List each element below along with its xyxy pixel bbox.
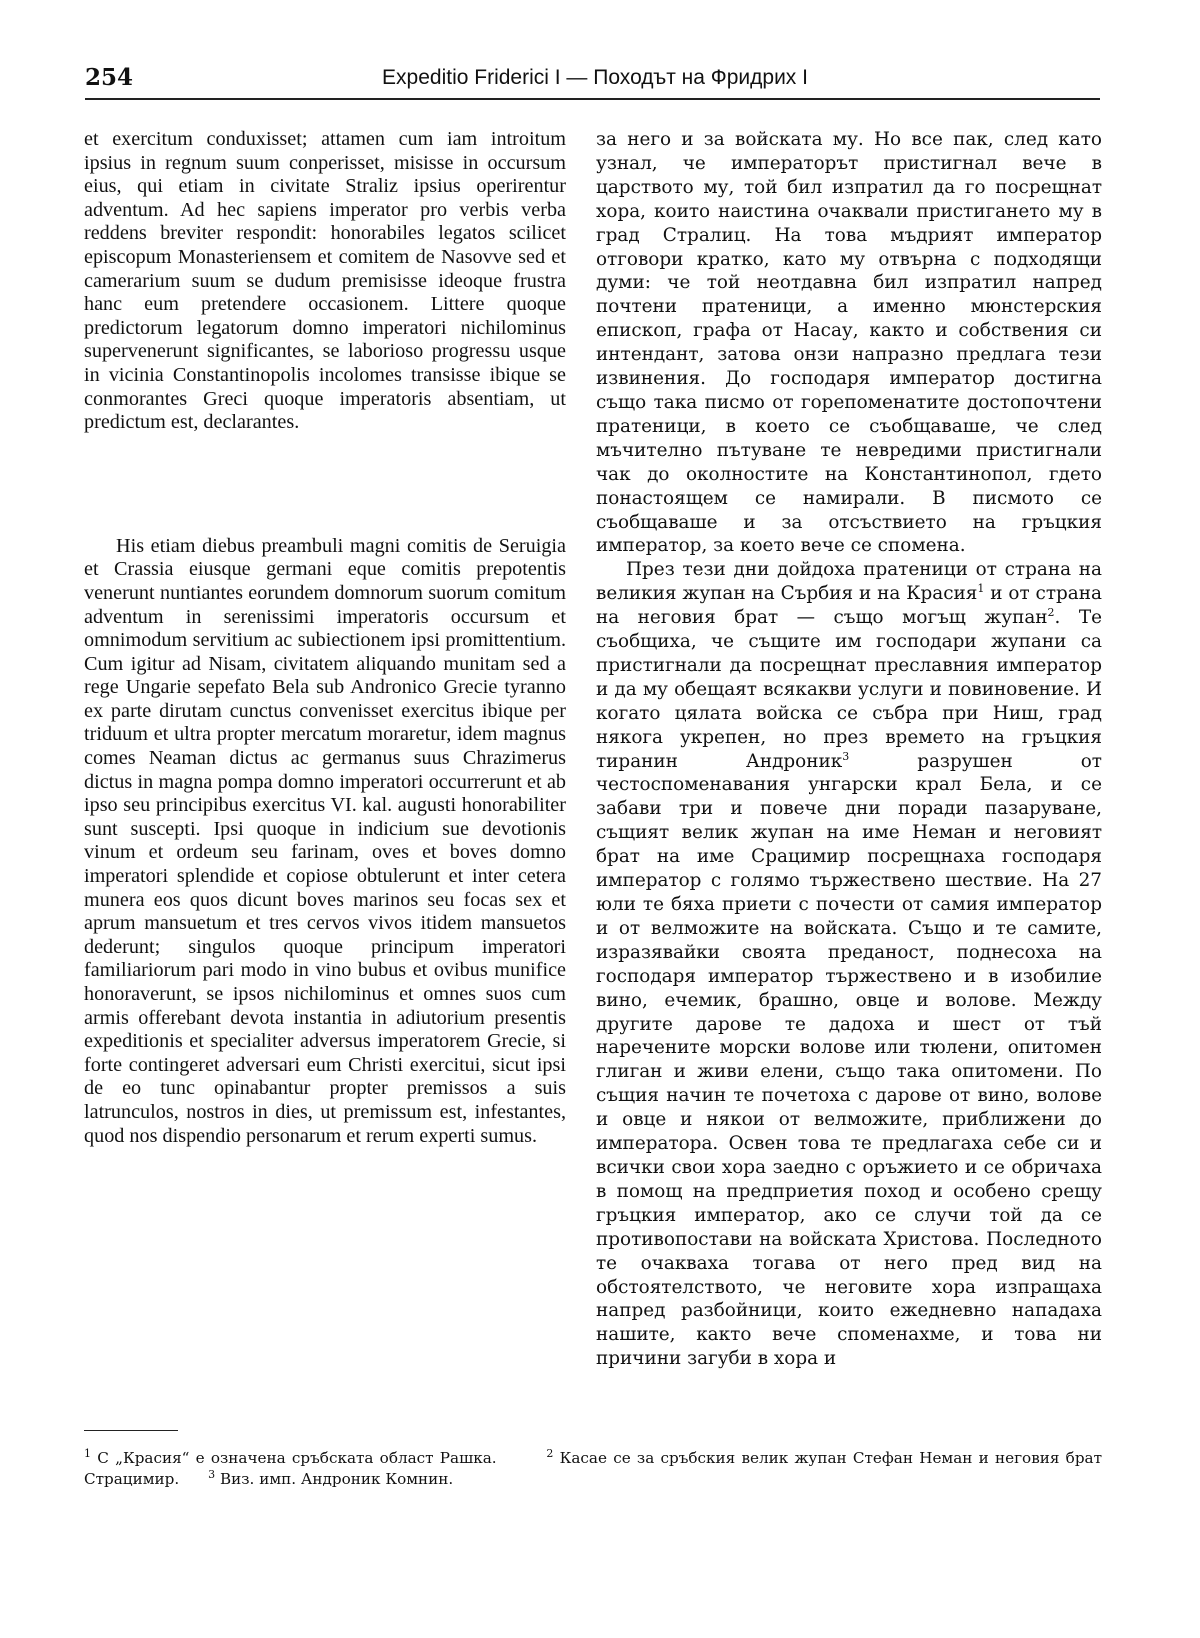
bulgarian-column — [596, 128, 1102, 1371]
latin-paragraph-2: His etiam diebus preambuli magni comitis de Seruigia et Crassia eiusque germani eque comitis prepotentis venerunt nuntiantes eorundem domnorum suorum comitum adventum in serenissimi imperatoris occursum et omnimodum servitium ac subiectionem ipsi promittentium. Cum igitur ad Nisam, civitatem aliquando munitam sed a rege Ungarie sepefato Bela sub Andronico Grecie tyranno ex parte dirutam cunctus convenisset exercitus ibique per triduum et ultra propter mercatum moraretur, idem magnus comes Neaman dictus ac germanus suus Chrazimerus dictus in magna pompa domno imperatori occurrerunt et ab ipso seu principibus exercitus VI. kal. augusti honorabiliter sunt suscepti. Ipsi quoque in indicium sue devotionis vinum et ordeum seu farinam, oves et boves domno imperatori splendide et copiose obtulerunt et inter cetera munera eos quos dicunt boves marinos seu focas sex et aprum mansuetum et tres cervos vivos itidem mansuetos dederunt; singulos quoque principum imperatori familiariorum pari modo in vino bubus et ovibus munifice honoraverunt, se ipsos nichilominus et omnes suos cum armis offerebant devota instantia in adiutorium presentis expeditionis et specialiter adversus imperatorem Grecie, si forte contingeret adversari eum Christi exercitui, sicut ipsi de eo tunc opinabantur propter premissos a suis latrunculos, nostros in dies, ut premissum est, infestantes, quod nos dispendio personarum et rerum experti sumus. — [84, 534, 566, 1147]
running-title: Expeditio Friderici I — Походът на Фридрих I — [382, 66, 808, 89]
footnote-mark-3: 3 — [842, 749, 850, 763]
footnote-rule — [84, 1430, 178, 1431]
footnote-3-mark: 3 — [208, 1467, 216, 1481]
footnotes-paragraph — [84, 1448, 1102, 1490]
footnote-2-mark: 2 — [546, 1446, 554, 1460]
footnote-mark-2: 2 — [1047, 606, 1055, 619]
footnote-1-text: С „Красия“ е означена сръбската област Рашка. — [91, 1449, 497, 1467]
latin-column — [84, 128, 566, 1148]
bulgarian-paragraph-2-part-a: През тези дни дойдоха пратеници от страна на великия жупан на Сърбия и на Красия — [596, 559, 1102, 605]
footnote-2-text: Касае се за сръбския велик жупан Стефан Неман и неговия брат Страцимир. — [84, 1449, 1103, 1488]
footnotes — [84, 1448, 1102, 1490]
bulgarian-paragraph-2-part-c: . Те съобщиха, че същите им господари жупани са пристигнали да посрещнат преславния император и да му обещаят всякакви услуги и повиновение. И когато цялата войска се събра при Ниш, град някога укрепен, но през времето на гръцкия тиранин Андроник — [596, 607, 1102, 772]
bulgarian-paragraph-2-part-d: разрушен от честоспоменавания унгарски крал Бела, и се забави три и повече дни поради пазаруване, същият велик жупан на име Неман и неговият брат на име Срацимир посрещнаха господаря император с голямо тържествено шествие. На 27 юли те бяха приети с почести от самия император и от велможите на войската. Също и те самите, изразявайки своята преданост, поднесоха на господаря император тържествено и в изобилие вино, ечемик, брашно, овце и волове. Между другите дарове те дадоха и шест от тъй наречените морски волове или тюлени, опитомен глиган и живи елени, също така опитомени. По същия начин те почетоха с дарове от вино, волове и овце и някои от велможите, приближени до императора. Освен това те предлагаха себе си и всички свои хора заедно с оръжието и се обричаха в помощ на предприетия поход и особено срещу гръцкия император, ако се случи той да се противопостави на войската Христова. Последното те очакваха тогава от него пред вид на обстоятелството, че неговите хора изпращаха напред разбойници, които ежедневно нападаха нашите, както вече споменахме, и това ни причини загуби в хора и — [596, 750, 1102, 1370]
page-number: 254 — [85, 64, 134, 91]
footnote-1-mark: 1 — [84, 1446, 91, 1460]
header-rule — [85, 98, 1100, 100]
footnote-3-text: Виз. имп. Андроник Комнин. — [215, 1470, 454, 1488]
bulgarian-paragraph-1: за него и за войската му. Но все пак, след като узнал, че императорът пристигнал вече в царството му, той бил изпратил да го посрещнат хора, които наистина очаквали пристигането му в град Стралиц. На това мъдрият император отговори кратко, като му отвърна с подходящи думи: че той неотдавна бил изпратил напред почтени пратеници, а именно мюнстерския епископ, графа от Насау, както и собствения си интендант, затова онзи напразно предлага тези извинения. До господаря император достигна също така писмо от горепоменатите достопочтени пратеници, в което се съобщаваше, че след мъчително пътуване те невредими пристигнали чак до околностите на Константинопол, гдето понастоящем се намирали. В писмото се съобщаваше и за отсъствието на гръцкия император, за което вече се спомена. — [596, 129, 1102, 557]
footnote-mark-1: 1 — [977, 582, 985, 596]
latin-paragraph-1: et exercitum conduxisset; attamen cum iam introitum ipsius in regnum suum conperisset, misisse in occursum eius, qui etiam in civitate Straliz ipsius operirentur adventum. Ad hec sapiens imperator pro verbis verba reddens breviter respondit: honorabiles legatos scilicet episcopum Monasteriensem et comitem de Nasovve sed et camerarium suum se dudum premisisse ideoque frustra hanc eum pretendere occasionem. Littere quoque predictorum legatorum domno imperatori nichilominus supervenerunt significantes, se laborioso progressu usque in vicinia Constantinopolis incolomes transisse ibique se conmorantes Greci quoque imperatoris absentiam, ut predictum est, declarantes. — [84, 128, 566, 434]
bulgarian-paragraph-2-part-b: и от страна на неговия брат — също могъщ жупан — [596, 583, 1102, 629]
bulgarian-paragraph-2 — [596, 558, 1102, 1371]
page-header — [85, 62, 1105, 96]
